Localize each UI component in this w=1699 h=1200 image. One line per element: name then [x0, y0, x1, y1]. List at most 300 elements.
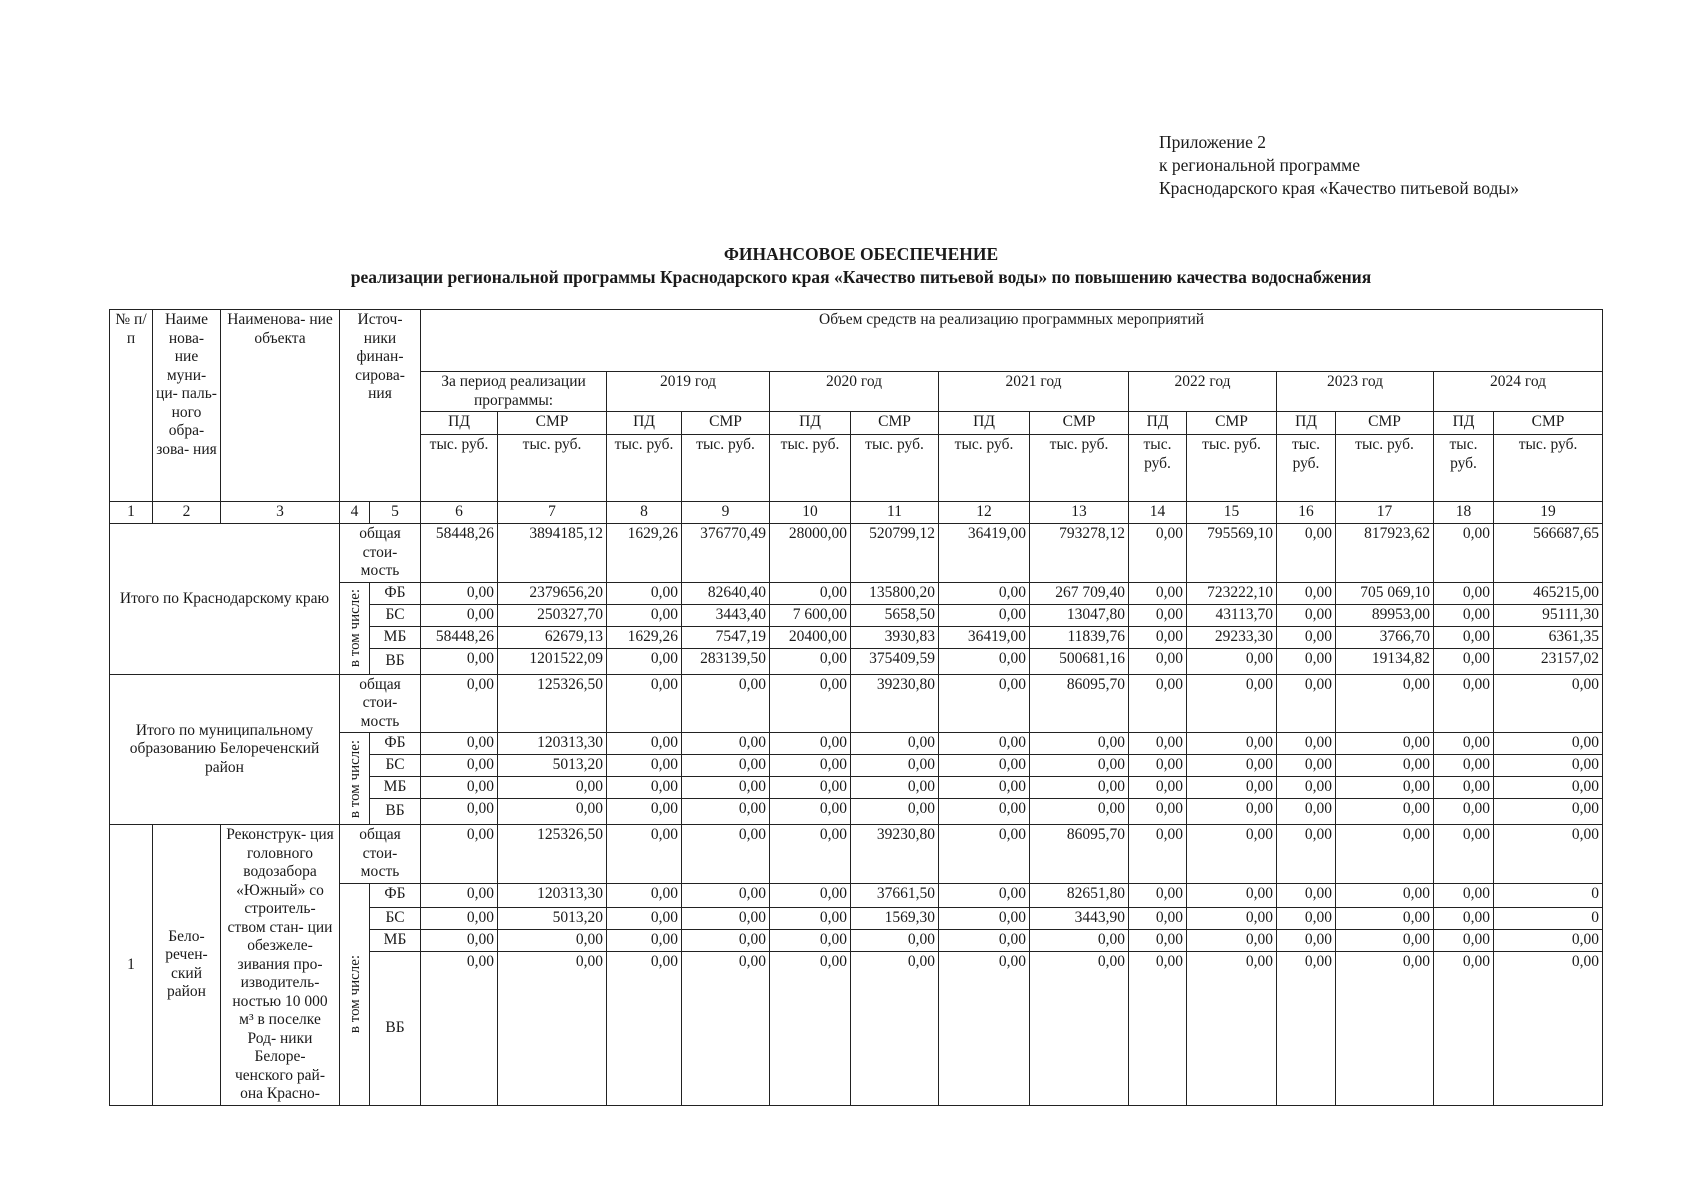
value-cell: 0,00: [1494, 755, 1603, 777]
value-cell: 0,00: [498, 951, 607, 1105]
unit-header: тыс. руб.: [421, 435, 498, 502]
unit-header: тыс. руб.: [1336, 435, 1434, 502]
value-cell: 0,00: [1434, 777, 1494, 799]
row-number: 1: [110, 825, 153, 1106]
value-cell: 89953,00: [1336, 604, 1434, 626]
column-number: 11: [851, 502, 939, 524]
value-cell: 0,00: [1434, 604, 1494, 626]
value-cell: 0,00: [421, 674, 498, 733]
value-cell: 0,00: [607, 777, 682, 799]
value-cell: 95111,30: [1494, 604, 1603, 626]
value-cell: 3894185,12: [498, 524, 607, 583]
value-cell: 0,00: [1336, 755, 1434, 777]
value-cell: 0,00: [1277, 582, 1336, 604]
value-cell: 0,00: [851, 929, 939, 951]
value-cell: 0,00: [1187, 733, 1277, 755]
total-row: [110, 825, 1603, 884]
title-line-1: ФИНАНСОВОЕ ОБЕСПЕЧЕНИЕ: [723, 244, 999, 264]
including-label: в том числе:: [346, 739, 363, 818]
column-number: 15: [1187, 502, 1277, 524]
value-cell: 125326,50: [498, 825, 607, 884]
value-cell: 0,00: [421, 929, 498, 951]
value-cell: 0,00: [1434, 951, 1494, 1105]
value-cell: 0,00: [1129, 825, 1187, 884]
value-cell: 135800,20: [851, 582, 939, 604]
value-cell: 6361,35: [1494, 626, 1603, 648]
value-cell: 0,00: [770, 755, 851, 777]
value-cell: 0,00: [607, 883, 682, 907]
value-cell: 0,00: [939, 799, 1030, 825]
value-cell: 0,00: [939, 777, 1030, 799]
value-cell: 0,00: [1434, 907, 1494, 929]
source-code: БС: [370, 755, 421, 777]
section-label: Итого по Краснодарскому краю: [110, 524, 340, 675]
value-cell: 120313,30: [498, 733, 607, 755]
value-cell: 1201522,09: [498, 648, 607, 674]
value-cell: 0,00: [1434, 626, 1494, 648]
column-number: 6: [421, 502, 498, 524]
value-cell: 0,00: [1187, 755, 1277, 777]
unit-header: тыс. руб.: [770, 435, 851, 502]
value-cell: 39230,80: [851, 825, 939, 884]
value-cell: 0,00: [607, 674, 682, 733]
total-row: [110, 524, 1603, 583]
smr-header: СМР: [1030, 412, 1129, 435]
value-cell: 0,00: [1494, 799, 1603, 825]
including-cell: [340, 733, 370, 825]
value-cell: 0,00: [1187, 883, 1277, 907]
unit-header: тыс. руб.: [1030, 435, 1129, 502]
value-cell: 86095,70: [1030, 825, 1129, 884]
including-cell: [340, 883, 370, 1105]
value-cell: 7547,19: [682, 626, 770, 648]
column-number: 8: [607, 502, 682, 524]
total-cost-label: общая стои- мость: [340, 825, 421, 884]
column-number: 16: [1277, 502, 1336, 524]
value-cell: 62679,13: [498, 626, 607, 648]
value-cell: 0,00: [770, 907, 851, 929]
value-cell: 0,00: [607, 604, 682, 626]
value-cell: 86095,70: [1030, 674, 1129, 733]
value-cell: 36419,00: [939, 626, 1030, 648]
header-object: Наименова- ние объекта: [221, 310, 340, 502]
source-code: ФБ: [370, 883, 421, 907]
value-cell: 0,00: [939, 907, 1030, 929]
object-name: Реконструк- ция головного водозабора «Южный» со строитель- ством стан- ции обезжеле- зивания про- изводитель- ностью 10 000 м³ в поселке Род- ники Белоре- ченского рай- она Красно-: [221, 825, 340, 1106]
value-cell: 0,00: [1187, 777, 1277, 799]
value-cell: 58448,26: [421, 626, 498, 648]
appendix-line-1: Приложение 2: [1159, 132, 1267, 152]
column-number: 18: [1434, 502, 1494, 524]
value-cell: 267 709,40: [1030, 582, 1129, 604]
value-cell: 0,00: [1187, 907, 1277, 929]
value-cell: 0,00: [770, 648, 851, 674]
value-cell: 125326,50: [498, 674, 607, 733]
value-cell: 3443,40: [682, 604, 770, 626]
value-cell: 0,00: [1277, 907, 1336, 929]
period-header: 2021 год: [939, 372, 1129, 412]
value-cell: 0,00: [1336, 777, 1434, 799]
value-cell: 1569,30: [851, 907, 939, 929]
value-cell: 0,00: [1434, 755, 1494, 777]
value-cell: 0,00: [1030, 799, 1129, 825]
total-cost-label: общая стои- мость: [340, 524, 421, 583]
value-cell: 43113,70: [1187, 604, 1277, 626]
value-cell: 0,00: [1494, 951, 1603, 1105]
unit-header: тыс. руб.: [1494, 435, 1603, 502]
value-cell: 28000,00: [770, 524, 851, 583]
value-cell: 0,00: [682, 929, 770, 951]
value-cell: 5658,50: [851, 604, 939, 626]
total-cost-label: общая стои- мость: [340, 674, 421, 733]
value-cell: 0,00: [1187, 799, 1277, 825]
value-cell: 82640,40: [682, 582, 770, 604]
value-cell: 0,00: [770, 883, 851, 907]
value-cell: 0,00: [607, 951, 682, 1105]
title-line-2: реализации региональной программы Краснодарского края «Качество питьевой воды» по повышению качества водоснабжения: [350, 267, 1372, 287]
value-cell: 0,00: [851, 777, 939, 799]
value-cell: 0,00: [1129, 674, 1187, 733]
value-cell: 0,00: [1129, 626, 1187, 648]
value-cell: 0,00: [421, 582, 498, 604]
value-cell: 58448,26: [421, 524, 498, 583]
value-cell: 0,00: [1277, 929, 1336, 951]
value-cell: 20400,00: [770, 626, 851, 648]
value-cell: 0,00: [1336, 799, 1434, 825]
value-cell: 0,00: [1030, 929, 1129, 951]
source-code: МБ: [370, 626, 421, 648]
document-title: [0, 243, 1699, 289]
value-cell: 0,00: [1434, 799, 1494, 825]
municipality-name: Бело- речен- ский район: [153, 825, 221, 1106]
value-cell: 0,00: [1030, 733, 1129, 755]
value-cell: 0,00: [421, 951, 498, 1105]
column-number: 9: [682, 502, 770, 524]
value-cell: 0,00: [607, 799, 682, 825]
value-cell: 0,00: [1129, 604, 1187, 626]
value-cell: 0,00: [1434, 674, 1494, 733]
value-cell: 0,00: [1336, 883, 1434, 907]
value-cell: 1629,26: [607, 524, 682, 583]
column-number: 12: [939, 502, 1030, 524]
value-cell: 82651,80: [1030, 883, 1129, 907]
source-code: ВБ: [370, 951, 421, 1105]
value-cell: 0,00: [1129, 907, 1187, 929]
value-cell: 0,00: [1277, 604, 1336, 626]
value-cell: 0,00: [1129, 883, 1187, 907]
source-code: МБ: [370, 777, 421, 799]
value-cell: 0,00: [607, 755, 682, 777]
value-cell: 0,00: [1030, 755, 1129, 777]
value-cell: 0,00: [939, 883, 1030, 907]
value-cell: 0,00: [770, 929, 851, 951]
value-cell: 0,00: [607, 648, 682, 674]
column-number: 7: [498, 502, 607, 524]
value-cell: 0,00: [498, 799, 607, 825]
value-cell: 0,00: [1129, 582, 1187, 604]
value-cell: 0,00: [1434, 648, 1494, 674]
value-cell: 0,00: [682, 907, 770, 929]
value-cell: 1629,26: [607, 626, 682, 648]
value-cell: 0,00: [607, 733, 682, 755]
value-cell: 0,00: [1129, 929, 1187, 951]
value-cell: 0,00: [939, 733, 1030, 755]
value-cell: 0,00: [1187, 951, 1277, 1105]
value-cell: 0,00: [1336, 907, 1434, 929]
value-cell: 0,00: [421, 907, 498, 929]
value-cell: 0: [1494, 883, 1603, 907]
source-code: БС: [370, 907, 421, 929]
value-cell: 0,00: [1129, 524, 1187, 583]
value-cell: 0,00: [607, 582, 682, 604]
value-cell: 37661,50: [851, 883, 939, 907]
value-cell: 0,00: [421, 733, 498, 755]
value-cell: 376770,49: [682, 524, 770, 583]
value-cell: 0,00: [939, 604, 1030, 626]
period-header: 2022 год: [1129, 372, 1277, 412]
header-volume: Объем средств на реализацию программных мероприятий: [421, 310, 1603, 372]
pd-header: ПД: [939, 412, 1030, 435]
value-cell: 0,00: [770, 674, 851, 733]
value-cell: 793278,12: [1030, 524, 1129, 583]
value-cell: 3766,70: [1336, 626, 1434, 648]
column-number: 14: [1129, 502, 1187, 524]
value-cell: 36419,00: [939, 524, 1030, 583]
period-header: 2019 год: [607, 372, 770, 412]
value-cell: 0,00: [1030, 777, 1129, 799]
value-cell: 0,00: [1434, 883, 1494, 907]
value-cell: 0,00: [1187, 825, 1277, 884]
column-number: 19: [1494, 502, 1603, 524]
value-cell: 0,00: [682, 674, 770, 733]
unit-header: тыс. руб.: [682, 435, 770, 502]
header-num: № п/п: [110, 310, 153, 502]
value-cell: 3443,90: [1030, 907, 1129, 929]
value-cell: 0,00: [1336, 674, 1434, 733]
value-cell: 23157,02: [1494, 648, 1603, 674]
value-cell: 0,00: [770, 582, 851, 604]
value-cell: 0,00: [1277, 626, 1336, 648]
value-cell: 0,00: [1277, 733, 1336, 755]
value-cell: 19134,82: [1336, 648, 1434, 674]
value-cell: 0,00: [682, 883, 770, 907]
value-cell: 0,00: [1129, 799, 1187, 825]
column-number: 5: [370, 502, 421, 524]
value-cell: 0,00: [1277, 674, 1336, 733]
unit-header: тыс. руб.: [1129, 435, 1187, 502]
unit-header: тыс. руб.: [1434, 435, 1494, 502]
value-cell: 0,00: [851, 733, 939, 755]
value-cell: 0,00: [1129, 777, 1187, 799]
value-cell: 0,00: [1277, 755, 1336, 777]
value-cell: 0,00: [1434, 733, 1494, 755]
smr-header: СМР: [851, 412, 939, 435]
value-cell: 0,00: [1187, 674, 1277, 733]
appendix-line-2: к региональной программе: [1159, 155, 1361, 175]
including-cell: [340, 582, 370, 674]
unit-header: тыс. руб.: [851, 435, 939, 502]
value-cell: 0,00: [770, 733, 851, 755]
value-cell: 0,00: [421, 825, 498, 884]
value-cell: 0,00: [498, 929, 607, 951]
smr-header: СМР: [1336, 412, 1434, 435]
value-cell: 0,00: [1434, 825, 1494, 884]
value-cell: 0,00: [851, 755, 939, 777]
value-cell: 7 600,00: [770, 604, 851, 626]
value-cell: 0,00: [1277, 524, 1336, 583]
value-cell: 0,00: [939, 929, 1030, 951]
appendix-note: [1159, 131, 1519, 200]
source-code: ВБ: [370, 648, 421, 674]
value-cell: 566687,65: [1494, 524, 1603, 583]
value-cell: 0,00: [851, 951, 939, 1105]
value-cell: 250327,70: [498, 604, 607, 626]
value-cell: 0,00: [421, 755, 498, 777]
value-cell: 0,00: [421, 777, 498, 799]
source-code: ФБ: [370, 733, 421, 755]
header-municipality: Наиме нова- ние муни- ци- паль- ного обра- зова- ния: [153, 310, 221, 502]
value-cell: 0,00: [1277, 883, 1336, 907]
value-cell: 0,00: [939, 648, 1030, 674]
value-cell: 0,00: [682, 777, 770, 799]
value-cell: 3930,83: [851, 626, 939, 648]
value-cell: 817923,62: [1336, 524, 1434, 583]
value-cell: 5013,20: [498, 755, 607, 777]
value-cell: 2379656,20: [498, 582, 607, 604]
value-cell: 0,00: [1494, 929, 1603, 951]
value-cell: 795569,10: [1187, 524, 1277, 583]
value-cell: 0: [1494, 907, 1603, 929]
value-cell: 0,00: [770, 777, 851, 799]
value-cell: 0,00: [421, 799, 498, 825]
value-cell: 0,00: [421, 604, 498, 626]
period-header: За период реализации программы:: [421, 372, 607, 412]
source-code: БС: [370, 604, 421, 626]
value-cell: 0,00: [939, 825, 1030, 884]
pd-header: ПД: [770, 412, 851, 435]
value-cell: 0,00: [939, 755, 1030, 777]
value-cell: 0,00: [1129, 648, 1187, 674]
value-cell: 0,00: [682, 825, 770, 884]
column-number: 2: [153, 502, 221, 524]
value-cell: 0,00: [1434, 929, 1494, 951]
value-cell: 0,00: [1129, 733, 1187, 755]
value-cell: 0,00: [939, 674, 1030, 733]
value-cell: 723222,10: [1187, 582, 1277, 604]
value-cell: 11839,76: [1030, 626, 1129, 648]
smr-header: СМР: [682, 412, 770, 435]
value-cell: 0,00: [1129, 755, 1187, 777]
value-cell: 0,00: [1336, 951, 1434, 1105]
source-code: МБ: [370, 929, 421, 951]
value-cell: 0,00: [1494, 777, 1603, 799]
column-number: 17: [1336, 502, 1434, 524]
value-cell: 705 069,10: [1336, 582, 1434, 604]
value-cell: 0,00: [1277, 777, 1336, 799]
value-cell: 0,00: [770, 825, 851, 884]
value-cell: 0,00: [1336, 929, 1434, 951]
unit-header: тыс. руб.: [498, 435, 607, 502]
pd-header: ПД: [421, 412, 498, 435]
value-cell: 0,00: [607, 907, 682, 929]
unit-header: тыс. руб.: [939, 435, 1030, 502]
value-cell: 0,00: [1434, 524, 1494, 583]
section-label: Итого по муниципальному образованию Белореченский район: [110, 674, 340, 825]
value-cell: 0,00: [1494, 825, 1603, 884]
pd-header: ПД: [1434, 412, 1494, 435]
column-number: 1: [110, 502, 153, 524]
value-cell: 0,00: [1129, 951, 1187, 1105]
period-header: 2024 год: [1434, 372, 1603, 412]
period-header: 2020 год: [770, 372, 939, 412]
including-label: в том числе:: [346, 588, 363, 668]
value-cell: 0,00: [1030, 951, 1129, 1105]
value-cell: 0,00: [851, 799, 939, 825]
pd-header: ПД: [1129, 412, 1187, 435]
column-number: 13: [1030, 502, 1129, 524]
smr-header: СМР: [1187, 412, 1277, 435]
value-cell: 0,00: [939, 951, 1030, 1105]
value-cell: 0,00: [1494, 674, 1603, 733]
value-cell: 29233,30: [1187, 626, 1277, 648]
value-cell: 0,00: [770, 799, 851, 825]
total-row: [110, 674, 1603, 733]
value-cell: 283139,50: [682, 648, 770, 674]
value-cell: 0,00: [1277, 648, 1336, 674]
smr-header: СМР: [498, 412, 607, 435]
source-code: ВБ: [370, 799, 421, 825]
value-cell: 5013,20: [498, 907, 607, 929]
column-number: 3: [221, 502, 340, 524]
value-cell: 13047,80: [1030, 604, 1129, 626]
value-cell: 0,00: [1277, 951, 1336, 1105]
value-cell: 0,00: [1277, 825, 1336, 884]
value-cell: 465215,00: [1494, 582, 1603, 604]
value-cell: 0,00: [421, 883, 498, 907]
value-cell: 520799,12: [851, 524, 939, 583]
value-cell: 500681,16: [1030, 648, 1129, 674]
value-cell: 0,00: [607, 929, 682, 951]
value-cell: 39230,80: [851, 674, 939, 733]
value-cell: 0,00: [682, 755, 770, 777]
value-cell: 0,00: [607, 825, 682, 884]
value-cell: 0,00: [1187, 929, 1277, 951]
value-cell: 0,00: [1336, 733, 1434, 755]
column-number: 10: [770, 502, 851, 524]
unit-header: тыс. руб.: [1187, 435, 1277, 502]
column-number: 4: [340, 502, 370, 524]
appendix-line-3: Краснодарского края «Качество питьевой воды»: [1159, 178, 1519, 198]
smr-header: СМР: [1494, 412, 1603, 435]
financing-table: [109, 309, 1603, 1106]
header-sources: Источ- ники финан- сирова- ния: [340, 310, 421, 502]
including-label: в том числе:: [346, 954, 363, 1034]
value-cell: 0,00: [770, 951, 851, 1105]
unit-header: тыс. руб.: [1277, 435, 1336, 502]
value-cell: 0,00: [498, 777, 607, 799]
pd-header: ПД: [607, 412, 682, 435]
source-code: ФБ: [370, 582, 421, 604]
value-cell: 0,00: [682, 733, 770, 755]
value-cell: 0,00: [939, 582, 1030, 604]
value-cell: 0,00: [682, 951, 770, 1105]
value-cell: 120313,30: [498, 883, 607, 907]
value-cell: 0,00: [421, 648, 498, 674]
period-header: 2023 год: [1277, 372, 1434, 412]
value-cell: 0,00: [682, 799, 770, 825]
value-cell: 0,00: [1434, 582, 1494, 604]
value-cell: 0,00: [1187, 648, 1277, 674]
